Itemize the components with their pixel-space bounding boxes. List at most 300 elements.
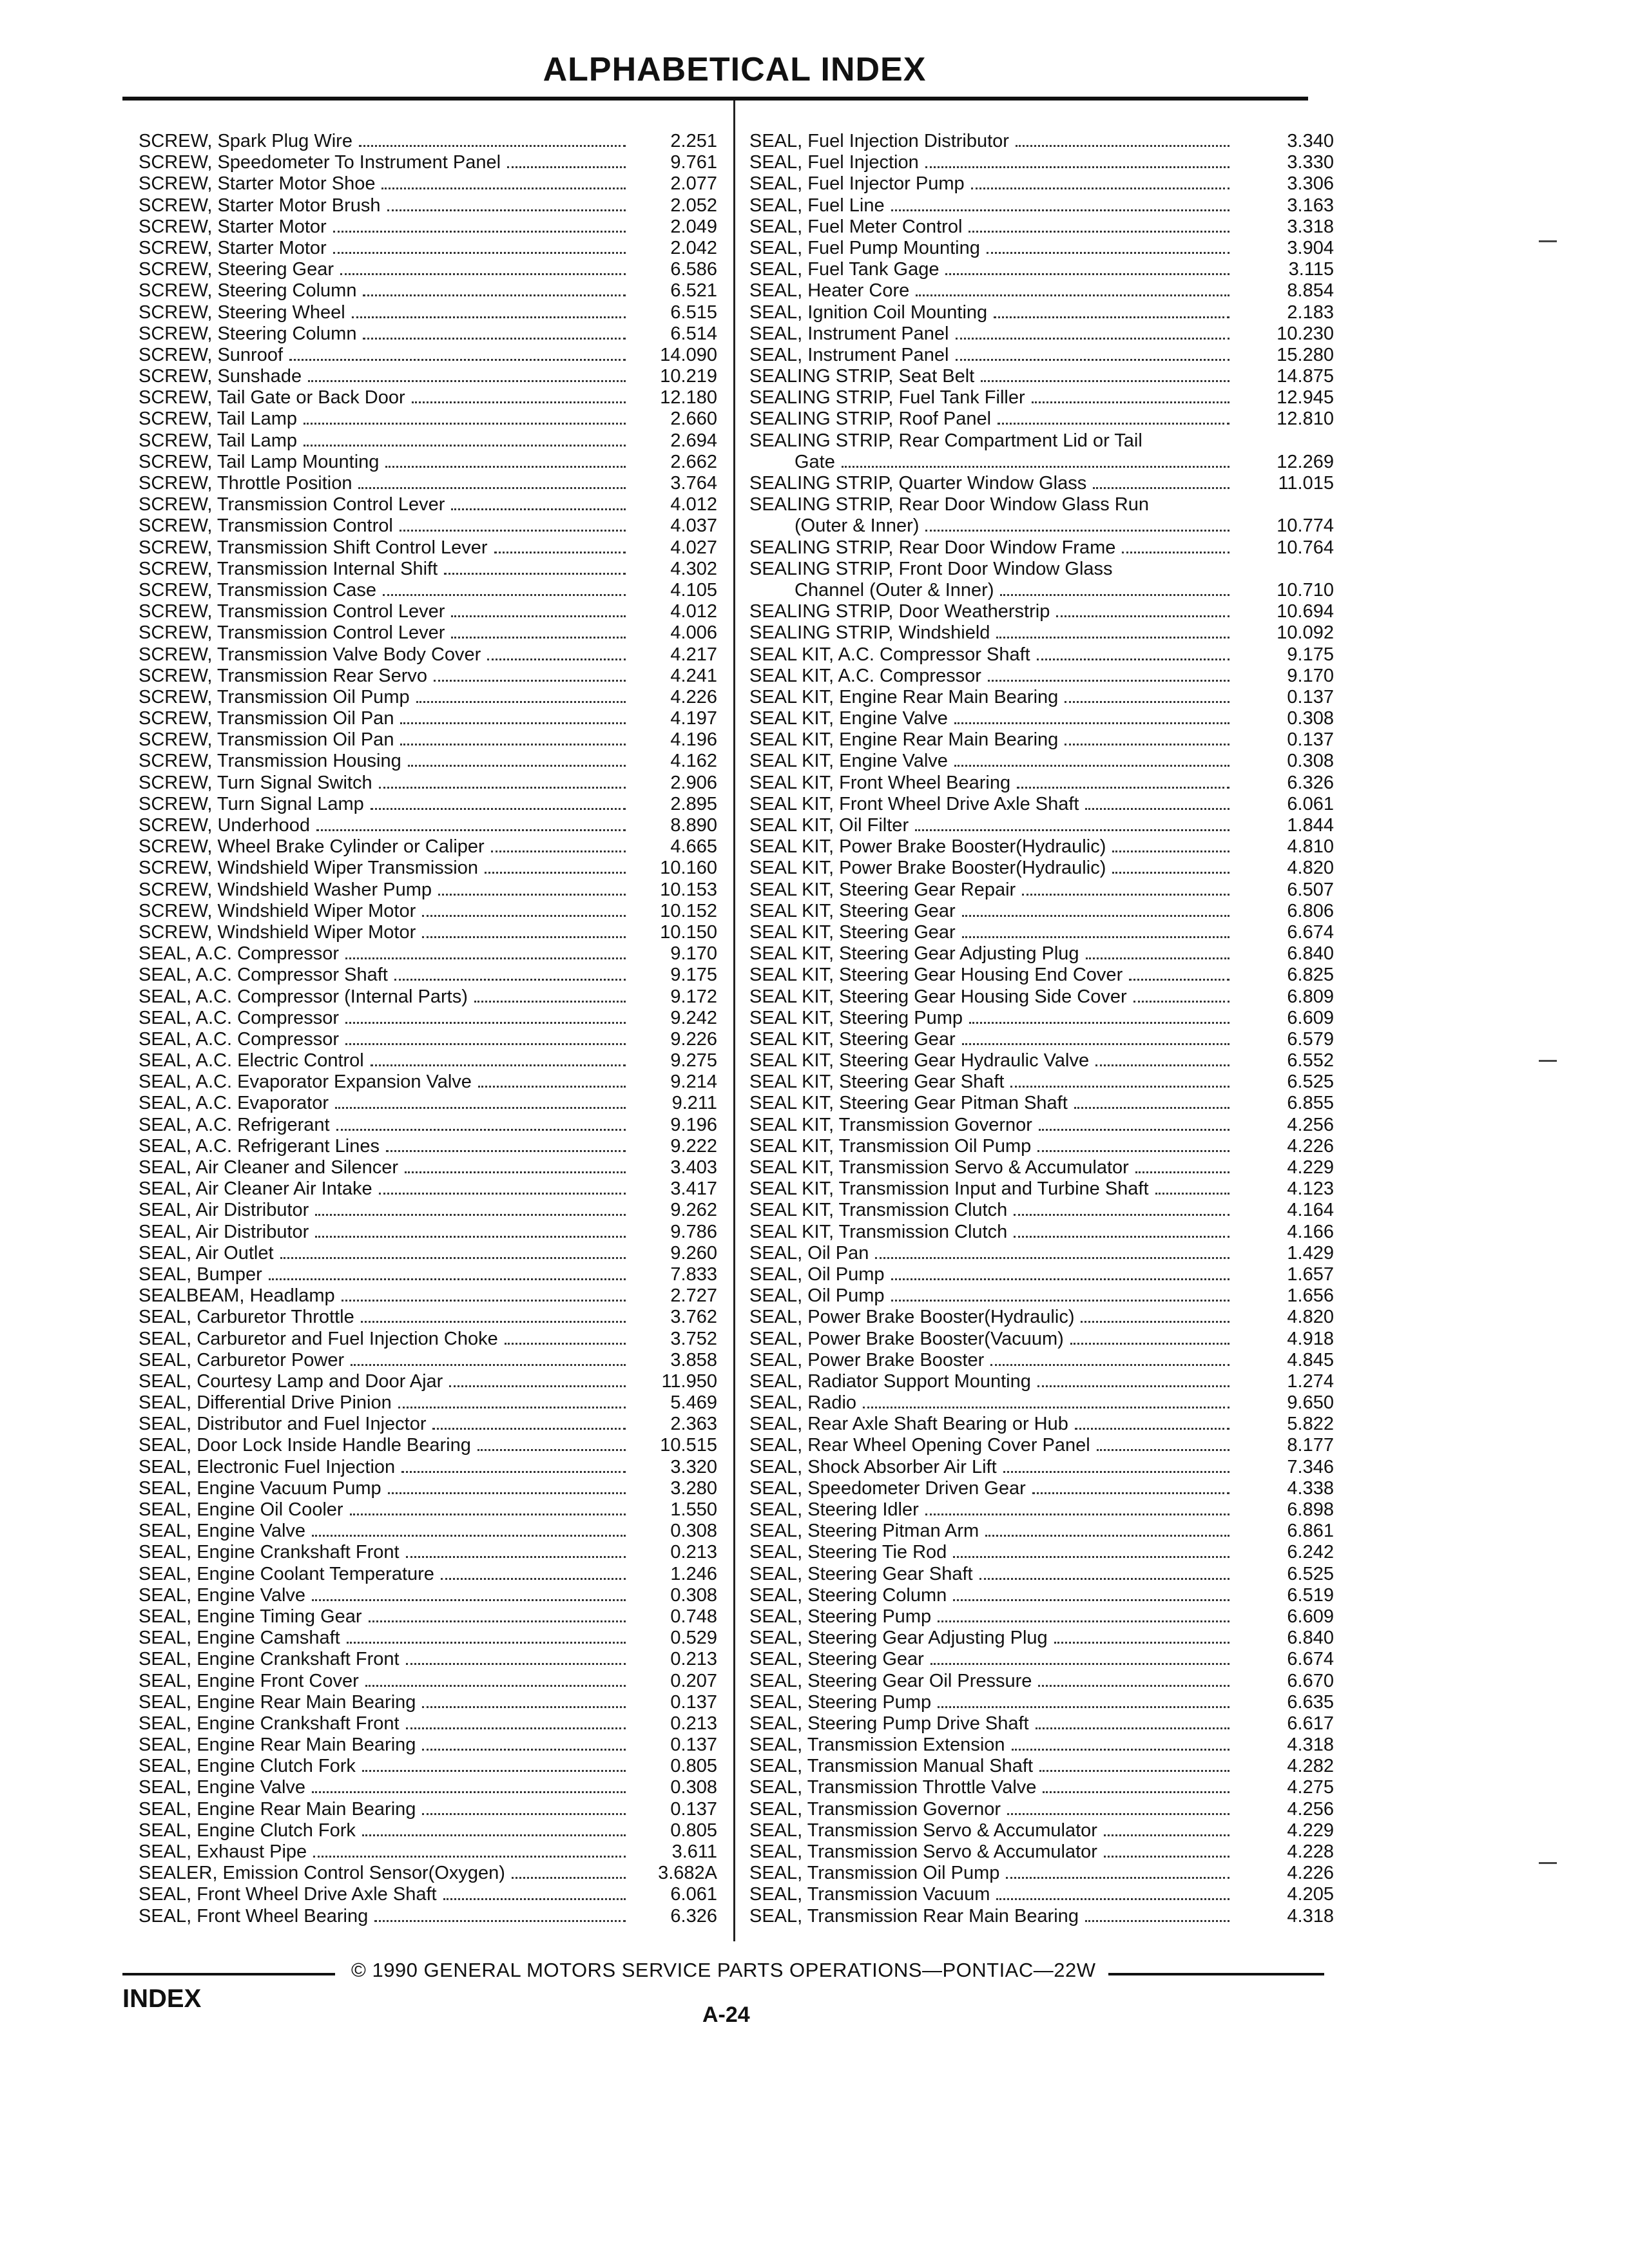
entry-name: SCREW, Transmission Oil Pan [139,729,394,751]
index-entry [139,152,717,173]
dot-leader [956,359,1230,361]
index-entry [749,1264,1334,1285]
entry-page: 9.196 [670,1114,717,1135]
dot-leader [269,1278,626,1280]
index-entry [139,1606,717,1628]
entry-name: SEAL KIT, Oil Filter [749,815,909,836]
entry-name: SEAL, Engine Valve [139,1584,306,1606]
dot-leader [381,187,626,189]
entry-page: 4.845 [1287,1349,1334,1370]
entry-name: SEAL, Transmission Extension [749,1735,1005,1756]
entry-name: SEAL, Engine Rear Main Bearing [139,1735,416,1756]
dot-leader [315,1214,626,1216]
entry-page: 10.774 [1277,515,1334,537]
entry-name: SEAL KIT, A.C. Compressor [749,665,981,686]
index-entry [749,815,1334,836]
entry-page: 6.825 [1287,965,1334,986]
entry-name: SEAL, Fuel Line [749,195,885,216]
entry-name: SEAL, A.C. Refrigerant [139,1114,330,1135]
entry-page: 8.177 [1287,1435,1334,1456]
entry-name: SCREW, Steering Column [139,323,357,344]
entry-page: 9.786 [670,1221,717,1242]
entry-page: 4.196 [670,729,717,751]
entry-page: 1.429 [1287,1242,1334,1264]
entry-name: SCREW, Transmission Oil Pan [139,708,394,729]
entry-page: 4.229 [1287,1157,1334,1178]
dot-leader [1135,1171,1229,1173]
dot-leader [953,1599,1229,1601]
index-entry [139,1692,717,1713]
dot-leader [304,423,626,425]
entry-name: SEALING STRIP, Rear Compartment Lid or Tail [749,430,1142,451]
entry-page: 2.660 [670,408,717,430]
index-entry [749,152,1334,173]
dot-leader [954,722,1229,724]
page-title: ALPHABETICAL INDEX [543,51,927,88]
dot-leader [994,316,1229,318]
dot-leader [996,637,1229,639]
entry-name: SEAL, Oil Pan [749,1242,869,1264]
index-entry [749,1050,1334,1072]
entry-page: 4.338 [1287,1477,1334,1499]
dot-leader [1081,1321,1229,1323]
index-entry [139,1906,717,1927]
index-entry [749,1756,1334,1777]
entry-page: 2.363 [670,1414,717,1435]
dot-leader [352,316,626,318]
index-entry [749,1777,1334,1798]
footer-rule-left [122,1973,335,1975]
entry-name: SEAL KIT, Engine Valve [749,751,948,772]
dot-leader [451,508,626,510]
entry-page: 4.027 [670,537,717,558]
index-entry [139,666,717,687]
dot-leader [969,231,1229,233]
index-entry [139,1649,717,1670]
entry-name: SEAL, Transmission Oil Pump [749,1863,1000,1884]
index-entry [749,1115,1334,1136]
index-entry [749,1136,1334,1157]
dot-leader [956,338,1230,340]
index-entry [749,173,1334,195]
entry-page: 7.346 [1287,1456,1334,1477]
index-entry [749,1008,1334,1029]
dot-leader [1112,850,1229,852]
entry-page: 3.330 [1287,152,1334,173]
entry-page: 11.950 [661,1370,717,1392]
entry-name: SEAL KIT, Engine Valve [749,708,948,729]
entry-name: SEAL, Fuel Injector Pump [749,173,965,195]
entry-page: 6.515 [670,302,717,323]
index-entry [139,473,717,494]
dot-leader [345,1022,626,1024]
page-number: A-24 [702,2003,750,2027]
entry-name: SEAL, Air Distributor [139,1221,309,1242]
entry-name: SCREW, Spark Plug Wire [139,131,352,151]
entry-name: SCREW, Turn Signal Switch [139,772,372,793]
dot-leader [345,957,626,959]
index-entry [749,515,1334,537]
entry-name: SEALING STRIP, Fuel Tank Filler [749,387,1025,408]
entry-name: SEAL, Steering Column [749,1584,947,1606]
index-entry [139,1371,717,1392]
index-entry [139,986,717,1008]
entry-name: SEAL, A.C. Evaporator Expansion Valve [139,1072,472,1093]
index-entry [749,1200,1334,1221]
entry-name: SEAL, A.C. Refrigerant Lines [139,1135,380,1157]
dot-leader [998,423,1229,425]
entry-page: 3.306 [1287,173,1334,195]
entry-page: 0.805 [670,1820,717,1841]
index-entry [749,1863,1334,1884]
index-entry [139,1029,717,1050]
dot-leader [308,380,626,382]
entry-page: 2.895 [670,793,717,814]
entry-name: SEAL, Power Brake Booster(Hydraulic) [749,1307,1075,1328]
index-entry [749,729,1334,751]
entry-name: SEAL, Shock Absorber Air Lift [749,1456,997,1477]
entry-name: SEAL KIT, Front Wheel Bearing [749,772,1011,793]
entry-page: 6.609 [1287,1007,1334,1028]
entry-name: SEAL, Differential Drive Pinion [139,1392,392,1414]
index-entry [749,922,1334,943]
dot-leader [1036,1727,1229,1729]
entry-name: SEAL, Rear Wheel Opening Cover Panel [749,1435,1090,1456]
entry-name: SCREW, Windshield Wiper Motor [139,900,416,921]
dot-leader [1056,615,1229,617]
entry-name: SEAL KIT, Steering Gear Hydraulic Valve [749,1050,1090,1072]
entry-name: SCREW, Steering Column [139,280,357,302]
entry-name: SEAL, A.C. Compressor (Internal Parts) [139,986,468,1007]
index-entry [749,131,1334,152]
dot-leader [371,808,626,810]
dot-leader [925,1514,1229,1515]
dot-leader [1032,401,1229,403]
dot-leader [362,1834,626,1836]
index-entry [749,216,1334,238]
dot-leader [315,1236,626,1238]
entry-name: SEAL, A.C. Compressor [139,1028,340,1050]
index-entry [139,345,717,366]
entry-page: 3.904 [1287,237,1334,258]
entry-page: 2.727 [670,1285,717,1307]
right-index-column [749,131,1334,1927]
entry-page: 3.682A [658,1863,717,1884]
entry-name: SCREW, Starter Motor [139,216,327,237]
index-entry [749,387,1334,408]
dot-leader [938,1620,1229,1622]
entry-page: 4.226 [1287,1863,1334,1884]
entry-name: SEAL, Engine Camshaft [139,1628,340,1649]
index-entry [139,729,717,751]
index-entry [139,1329,717,1350]
entry-page: 3.858 [670,1349,717,1370]
entry-page: 4.302 [670,558,717,579]
dot-leader [1043,1791,1229,1793]
index-entry [139,1178,717,1200]
dot-leader [990,1364,1229,1366]
index-entry [749,1371,1334,1392]
index-entry [139,195,717,216]
entry-name: SEAL, Transmission Servo & Accumulator [749,1841,1097,1862]
entry-page: 1.844 [1287,815,1334,836]
dot-leader [891,209,1229,211]
index-entry [749,1585,1334,1606]
dot-leader [1070,1343,1229,1345]
index-entry [749,901,1334,922]
entry-page: 4.665 [670,836,717,858]
index-entry [139,687,717,708]
entry-name: SEAL KIT, Transmission Clutch [749,1221,1008,1242]
entry-name: SCREW, Transmission Case [139,579,377,601]
entry-name: SEAL KIT, Transmission Input and Turbine Shaft [749,1178,1149,1200]
dot-leader [350,1514,626,1515]
entry-page: 4.256 [1287,1798,1334,1820]
entry-name: SEAL KIT, Steering Gear [749,900,956,921]
entry-page: 3.752 [670,1328,717,1349]
entry-page: 9.761 [670,152,717,173]
dot-leader [359,145,626,147]
index-entry [749,238,1334,259]
entry-page: 9.175 [670,965,717,986]
dot-leader [422,936,626,938]
index-entry [139,1392,717,1414]
index-entry [139,858,717,879]
entry-name: SEAL, Engine Valve [139,1777,306,1798]
index-entry [749,1649,1334,1670]
dot-leader [400,530,626,532]
dot-leader [406,1663,626,1665]
entry-name: SEAL, A.C. Evaporator [139,1093,329,1114]
entry-page: 8.890 [670,815,717,836]
dot-leader [1016,145,1229,147]
entry-page: 6.861 [1287,1521,1334,1542]
entry-name: SEALING STRIP, Rear Door Window Glass Run [749,494,1149,515]
entry-name: SEAL KIT, Steering Gear Housing Side Cover [749,986,1127,1007]
entry-name: SEAL, Power Brake Booster [749,1349,985,1370]
entry-page: 4.275 [1287,1777,1334,1798]
entry-name: SEALING STRIP, Windshield [749,622,990,644]
index-entry [749,580,1334,601]
entry-page: 1.246 [670,1563,717,1584]
entry-page: 6.061 [670,1884,717,1905]
entry-page: 6.061 [1287,793,1334,814]
entry-name: SCREW, Tail Lamp [139,408,298,430]
dot-leader [1093,487,1229,489]
entry-name: SEAL, Air Distributor [139,1200,309,1221]
entry-name: SEAL, Fuel Injection [749,152,919,173]
entry-name: SEAL, Air Outlet [139,1242,274,1264]
entry-name: SEAL, Front Wheel Drive Axle Shaft [139,1884,437,1905]
index-entry [139,1564,717,1585]
index-entry [139,1307,717,1328]
dot-leader [342,1300,626,1302]
dot-leader [1037,658,1229,660]
entry-page: 2.183 [1287,302,1334,323]
entry-page: 6.840 [1287,1628,1334,1649]
index-entry [139,1756,717,1777]
entry-page: 2.694 [670,430,717,451]
entry-name: SEAL, Distributor and Fuel Injector [139,1414,427,1435]
entry-name: SEAL, Engine Front Cover [139,1670,359,1691]
index-entry [749,986,1334,1008]
entry-page: 3.762 [670,1307,717,1328]
index-entry [139,1884,717,1905]
dot-leader [405,1171,626,1173]
entry-name: SEAL, Oil Pump [749,1285,885,1307]
index-entry [139,323,717,345]
entry-name: SEAL, Engine Oil Cooler [139,1499,343,1520]
entry-page: 1.274 [1287,1370,1334,1392]
entry-name: SCREW, Transmission Control Lever [139,622,445,644]
dot-leader [1104,1856,1229,1858]
entry-name: SEAL KIT, Power Brake Booster(Hydraulic) [749,858,1106,879]
entry-page: 0.207 [670,1670,717,1691]
index-entry [749,1243,1334,1264]
entry-page: 4.164 [1287,1200,1334,1221]
entry-page: 10.153 [660,879,717,900]
entry-name: SCREW, Starter Motor [139,237,327,258]
index-entry [139,302,717,323]
dot-leader [363,338,626,340]
dot-leader [1022,894,1229,896]
index-entry [139,1008,717,1029]
footer-rule-right [1108,1973,1324,1975]
entry-name: SEAL, Instrument Panel [749,323,949,344]
index-entry [749,1735,1334,1756]
dot-leader [386,1150,626,1152]
entry-name: SEAL, Engine Valve [139,1521,306,1542]
index-entry [139,1435,717,1456]
index-entry [749,1542,1334,1563]
dot-leader [1032,1492,1229,1494]
index-entry [749,430,1334,452]
entry-page: 4.012 [670,601,717,622]
column-divider [733,101,735,1941]
dot-leader [1039,1770,1229,1772]
entry-page: 0.308 [670,1584,717,1606]
entry-page: 9.242 [670,1007,717,1028]
dot-leader [962,915,1229,917]
entry-page: 10.092 [1277,622,1334,644]
dot-leader [379,1193,626,1195]
entry-page: 6.326 [670,1905,717,1927]
index-entry [749,537,1334,559]
entry-page: 5.469 [670,1392,717,1414]
entry-page: 11.015 [1278,473,1334,494]
entry-name: SCREW, Windshield Wiper Transmission [139,858,478,879]
index-entry [139,559,717,580]
index-entry [139,815,717,836]
entry-name: SCREW, Windshield Washer Pump [139,879,432,900]
entry-page: 4.166 [1287,1221,1334,1242]
entry-name: SEAL, Transmission Servo & Accumulator [749,1820,1097,1841]
dot-leader [985,1535,1229,1537]
entry-page: 10.160 [660,858,717,879]
index-entry [749,965,1334,986]
entry-name: SEAL KIT, Steering Gear Repair [749,879,1016,900]
index-entry [749,302,1334,323]
entry-page: 6.586 [670,259,717,280]
entry-name: SEALING STRIP, Front Door Window Glass [749,558,1113,579]
dot-leader [387,209,626,211]
entry-name: SEAL, Engine Rear Main Bearing [139,1691,416,1713]
dot-leader [312,1599,626,1601]
entry-page: 9.175 [1287,644,1334,665]
entry-page: 4.105 [670,579,717,601]
dot-leader [979,1578,1229,1580]
entry-page: 0.213 [670,1649,717,1670]
dot-leader [1112,872,1229,874]
dot-leader [333,252,626,254]
entry-name: SEAL, Steering Pump [749,1606,932,1627]
dot-leader [449,1385,626,1387]
copyright-notice: © 1990 GENERAL MOTORS SERVICE PARTS OPERATIONS—PONTIAC—22W [351,1959,1096,1981]
entry-name: SCREW, Speedometer To Instrument Panel [139,152,501,173]
index-entry [139,1093,717,1114]
dot-leader [512,1877,626,1879]
entry-page: 3.163 [1287,195,1334,216]
index-entry [139,773,717,794]
dot-leader [981,380,1229,382]
dot-leader [422,915,626,917]
entry-name: SCREW, Wheel Brake Cylinder or Caliper [139,836,485,858]
entry-page: 3.417 [670,1178,717,1200]
entry-name: SEAL KIT, Transmission Servo & Accumulator [749,1157,1129,1178]
index-entry [139,430,717,452]
entry-page: 0.137 [670,1798,717,1820]
dot-leader [383,594,626,596]
index-entry [139,644,717,666]
entry-page: 4.012 [670,494,717,515]
entry-name: SEAL, A.C. Compressor [139,943,340,965]
index-entry [749,345,1334,366]
index-entry [139,1735,717,1756]
entry-page: 4.318 [1287,1735,1334,1756]
dot-leader [477,1449,626,1451]
dot-leader [336,1129,626,1131]
dot-leader [401,1471,626,1473]
dot-leader [412,401,626,403]
index-entry [749,494,1334,515]
index-entry [139,131,717,152]
dot-leader [953,1556,1229,1558]
entry-page: 0.529 [670,1628,717,1649]
entry-page: 2.251 [670,131,717,151]
index-entry [749,836,1334,858]
entry-name: SEAL, Engine Crankshaft Front [139,1649,400,1670]
entry-name: SCREW, Sunroof [139,344,284,365]
index-entry [749,622,1334,644]
entry-page: 14.875 [1277,366,1334,387]
entry-page: 4.318 [1287,1905,1334,1927]
entry-name: SEAL KIT, Power Brake Booster(Hydraulic) [749,836,1106,858]
entry-name: SEAL, Steering Gear Shaft [749,1563,973,1584]
index-entry [139,1243,717,1264]
entry-name: SEAL KIT, Engine Rear Main Bearing [749,686,1059,707]
entry-name: SEAL, Engine Rear Main Bearing [139,1798,416,1820]
entry-name: SEAL, Exhaust Pipe [139,1841,307,1862]
index-entry [749,943,1334,965]
index-entry [139,1285,717,1307]
dot-leader [1006,1877,1229,1879]
entry-page: 0.308 [670,1521,717,1542]
entry-page: 10.764 [1277,537,1334,558]
dot-leader [369,1620,626,1622]
index-entry [749,1285,1334,1307]
index-entry [749,1499,1334,1521]
dot-leader [1133,1001,1229,1003]
